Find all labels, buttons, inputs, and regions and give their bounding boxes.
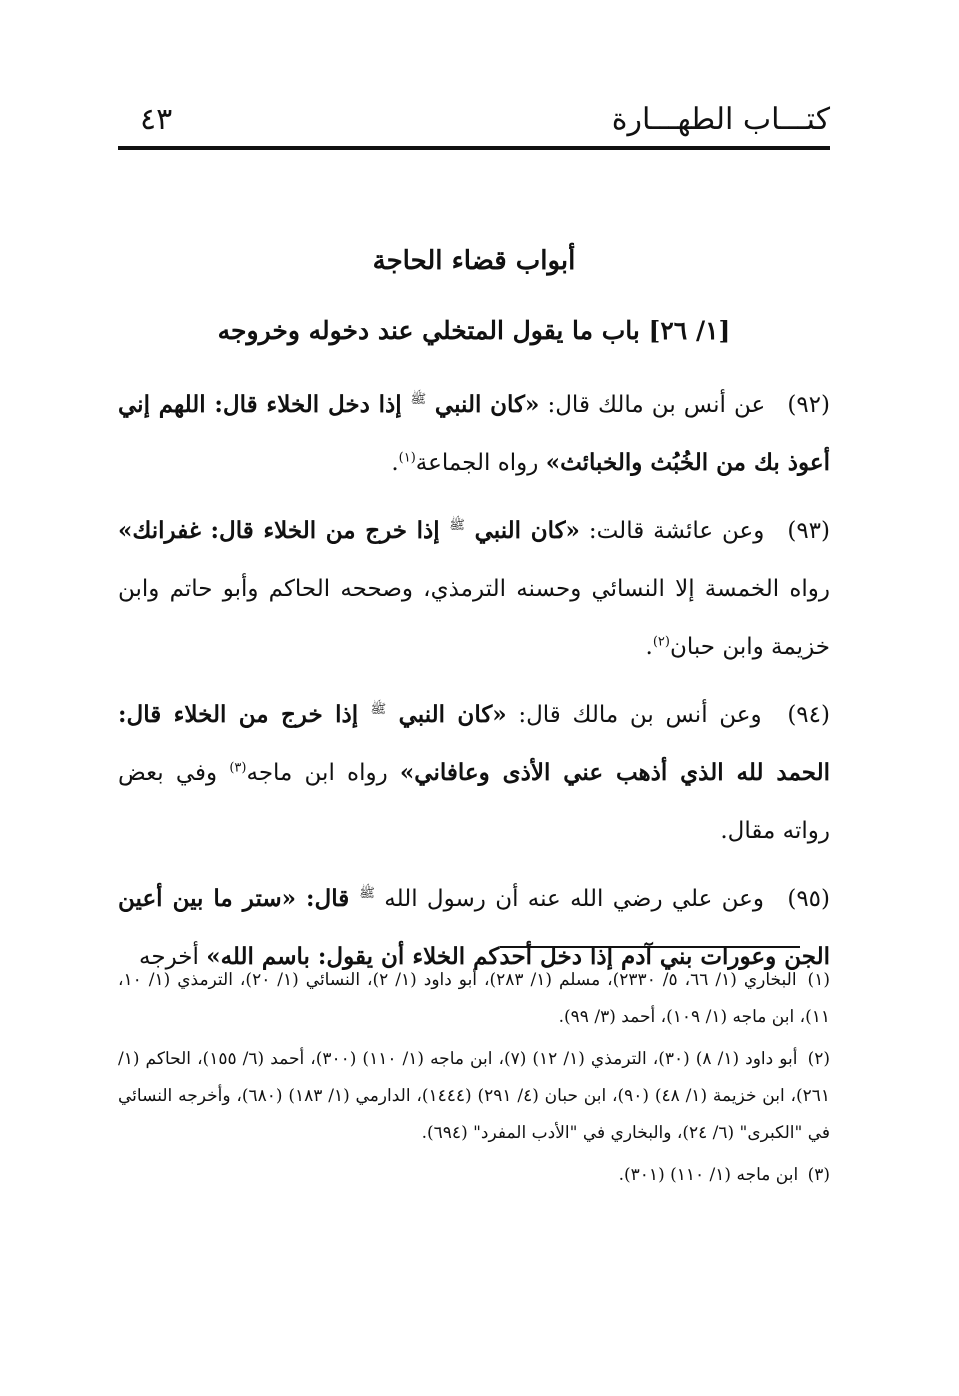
footnote-reference: (٢) (652, 634, 670, 650)
footnote-reference: (٣) (229, 760, 247, 776)
footnote-text: ابن ماجه (١/ ١١٠) (٣٠١). (618, 1165, 799, 1185)
hadith-end: وفي بعض رواته مقال. (118, 760, 830, 844)
section-heading: [١/ ٢٦] باب ما يقول المتخلي عند دخوله وخروجه (217, 316, 731, 345)
footnote-marker: (٢) (807, 1049, 830, 1069)
hadith-intro: وعن علي رضي الله عنه أن رسول الله (374, 886, 765, 912)
hadith-end: . (645, 634, 653, 660)
chapter-heading: أبواب قضاء الحاجة (372, 246, 576, 276)
hadith-body (118, 376, 830, 996)
hadith-intro: وعن عائشة قالت: (579, 518, 765, 544)
hadith-93: (٩٣) وعن عائشة قالت: «كان النبي ﷺ إذا خرج من الخلاء قال: غفرانك» رواه الخمسة إلا النسائي وحسنه الترمذي، وصححه الحاكم وأبو حاتم وابن خزيمة وابن حبان$^{(٢)}$. (118, 517, 831, 660)
footnote-reference: (١) (398, 450, 416, 466)
running-header (118, 96, 830, 148)
footnote-text: أبو داود (١/ ٨) (٣٠)، الترمذي (١/ ١٢) (٧)، ابن ماجه (١/ ١١٠) (٣٠٠)، أحمد (٦/ ١٥٥)، الحاكم (١/ ٢٦١)، ابن خزيمة (١/ ٤٨) (٩٠)، ابن حبان (٤/ ٢٩١) (١٤٤٤)، الدارمي (١/ ١٨٣) (٦٨٠)، وأخرجه النسائي في "الكبرى" (٦/ ٢٤)، والبخاري في "الأدب المفرد" (٦٩٤). (118, 1049, 831, 1143)
hadith-number: (٩٤) (787, 702, 830, 728)
hadith-quote-continued: إذا دخل الخلاء قال: اللهم إني أعوذ بك من الخُبُث والخبائث» (118, 391, 830, 476)
hadith-end: . (391, 450, 399, 476)
footnote-text: البخاري (١/ ٦٦، ٥/ ٢٣٣٠)، مسلم (١/ ٢٨٣)، أبو داود (١/ ٢)، النسائي (١/ ٢٠)، الترمذي (١/ ١٠، ١١)، ابن ماجه (١/ ١٠٩)، أحمد (٣/ ٩٩). (118, 970, 830, 1027)
hadith-94: (٩٤) وعن أنس بن مالك قال: «كان النبي ﷺ إذا خرج من الخلاء قال: الحمد لله الذي أذهب عني الأذى وعافاني» رواه ابن ماجه$^{(٣)}$ وفي بعض رواته مقال. (118, 701, 831, 844)
hadith-quote: «كان النبي (464, 517, 580, 544)
footnote-marker: (٣) (807, 1165, 830, 1185)
hadith-number: (٩٢) (787, 392, 831, 418)
footnote-3 (118, 1157, 830, 1194)
hadith-quote: «كان النبي (426, 391, 540, 418)
hadith-source: رواه ابن ماجه (246, 760, 400, 786)
hadith-source: أخرجه (139, 944, 207, 970)
footnote-2 (118, 1041, 830, 1152)
hadith-92: (٩٢) عن أنس بن مالك قال: «كان النبي ﷺ إذا دخل الخلاء قال: اللهم إني أعوذ بك من الخُبُث والخبائث» رواه الجماعة$^{(١)}$. (118, 391, 831, 476)
page-number: ٤٣ (140, 102, 173, 137)
footnotes (118, 962, 830, 1199)
footnote-marker: (١) (807, 970, 830, 990)
footnote-1 (118, 962, 830, 1036)
hadith-source: رواه الخمسة إلا النسائي وحسنه الترمذي، وصححه الحاكم وأبو حاتم وابن خزيمة وابن حبان (118, 576, 830, 660)
hadith-quote-continued: إذا خرج من الخلاء قال: الحمد لله الذي أذهب عني الأذى وعافاني» (118, 701, 831, 786)
hadith-intro: عن أنس بن مالك قال: (539, 392, 766, 418)
hadith-95: (٩٥) وعن علي رضي الله عنه أن رسول الله ﷺ قال: «ستر ما بين أعين الجن وعورات بني آدم إذا دخل أحدكم الخلاء أن يقول: باسم الله» أخرجه (118, 885, 831, 970)
header-rule (118, 146, 830, 150)
hadith-quote: «كان النبي (386, 701, 507, 728)
hadith-quote-continued: قال: «ستر ما بين أعين الجن وعورات بني آدم إذا دخل أحدكم الخلاء أن يقول: باسم الله» (118, 885, 830, 970)
hadith-number: (٩٥) (787, 886, 831, 912)
footnote-rule (500, 946, 800, 948)
hadith-number: (٩٣) (787, 518, 831, 544)
hadith-source: رواه الجماعة (415, 450, 546, 476)
hadith-intro: وعن أنس بن مالك قال: (506, 702, 762, 728)
hadith-quote-continued: إذا خرج من الخلاء قال: غفرانك» (118, 517, 450, 544)
book-title: كتـــاب الطهـــارة (611, 102, 830, 137)
